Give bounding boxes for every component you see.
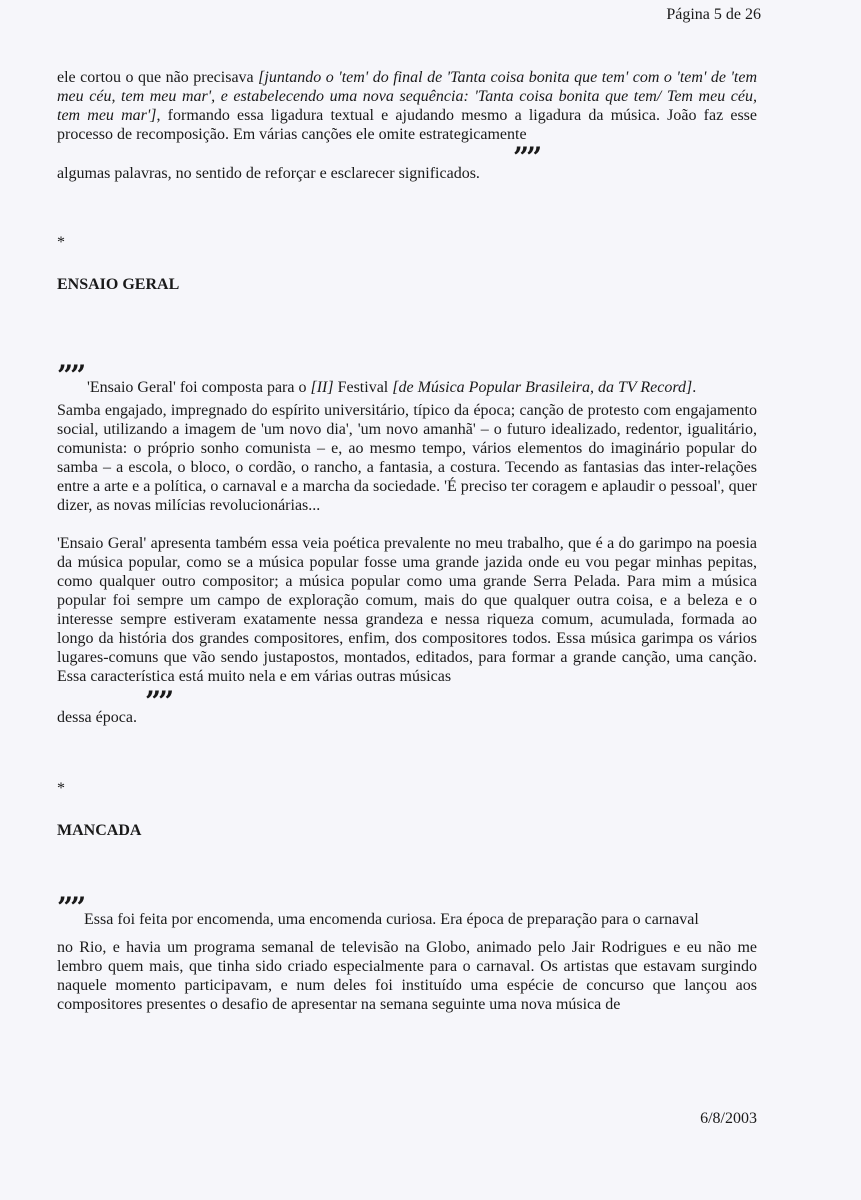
ensaio-text-a: 'Ensaio Geral' foi composta para o <box>87 379 311 396</box>
intro-last-line: algumas palavras, no sentido de reforçar e esclarecer significados. <box>57 165 480 182</box>
closing-quote-mark: ”” <box>513 141 540 174</box>
section-marker: * <box>57 234 65 251</box>
ensaio-last-line: dessa época. <box>57 709 137 726</box>
opening-quote-row-2 <box>57 891 757 928</box>
intro-text-c: , formando essa ligadura textual e ajudando mesmo a ligadura da música. João faz esse processo de recomposição. Em várias canções ele omite estrategicamente <box>57 107 758 143</box>
opening-quote-row <box>57 359 757 396</box>
ensaio-text-e: . <box>692 379 697 396</box>
page-number: Página 5 de 26 <box>666 6 761 23</box>
intro-paragraph <box>57 68 757 144</box>
opening-quote-mark-2: ”” <box>57 891 84 924</box>
section-heading-ensaio-geral: ENSAIO GERAL <box>57 276 180 293</box>
page-date: 6/8/2003 <box>700 1110 757 1127</box>
intro-text-a: ele cortou o que não precisava <box>57 69 259 86</box>
ensaio-text-b: [II] <box>310 379 334 396</box>
mancada-first-line: Essa foi feita por encomenda, uma encomenda curiosa. Era época de preparação para o carnaval <box>84 911 699 928</box>
ensaio-text-c: Festival <box>333 379 393 396</box>
ensaio-paragraph-2: 'Ensaio Geral' apresenta também essa veia poética prevalente no meu trabalho, que é a do garimpo na poesia da música popular, como se a música popular fosse uma grande jazida onde eu vou pegar minhas pepitas, como qualquer outro compositor; a música popular como uma grande Serra Pelada. Para mim a música popular foi sempre um campo de exploração comum, mais do que qualquer outra coisa, e a beleza e o interesse sempre estiveram exatamente nessa grandeza e nessa riqueza comum, acumulada, formada ao longo da história dos grandes compositores, enfim, dos compositores todos. Essa música garimpa os vários lugares-comuns que vão sendo justapostos, montados, editados, para formar a grande canção, uma canção. Essa característica está muito nela e em várias outras músicas <box>57 535 757 685</box>
document-body <box>57 68 757 1014</box>
section-heading-mancada: MANCADA <box>57 822 142 839</box>
intro-text-italic: [juntando o 'tem' do final de 'Tanta coisa bonita que tem' com o 'tem' de 'tem meu céu, tem meu mar', e estabelecendo uma nova sequência: 'Tanta coisa bonita que tem/ Tem meu céu, tem meu mar'] <box>57 69 758 124</box>
mancada-paragraph: no Rio, e havia um programa semanal de televisão na Globo, animado pelo Jair Rodrigues e eu não me lembro quem mais, que tinha sido criado especialmente para o carnaval. Os artistas que estavam surgindo naquele momento participavam, e num deles foi instituído uma espécie de concurso que lançou aos compositores presentes o desafio de apresentar na semana seguinte uma nova música de <box>57 939 757 1013</box>
ensaio-text-d: [de Música Popular Brasileira, da TV Record] <box>392 379 693 396</box>
opening-quote-mark: ”” <box>57 359 84 392</box>
ensaio-paragraph-1: Samba engajado, impregnado do espírito universitário, típico da época; canção de protesto com engajamento social, utilizando a imagem de 'um novo dia', 'um novo amanhã' – o futuro idealizado, redentor, igualitário, comunista: o próprio sonho comunista – e, ao mesmo tempo, vários elementos do imaginário popular do samba – a escola, o bloco, o cordão, o rancho, a fantasia, a costura. Tecendo as fantasias das inter-relações entre a arte e a política, o carnaval e a marcha da sociedade. 'É preciso ter coragem e aplaudir o pessoal', quer dizer, as novas milícias revolucionárias... <box>57 402 757 514</box>
section-marker-2: * <box>57 780 65 797</box>
closing-quote-mark-2: ”” <box>145 685 172 718</box>
